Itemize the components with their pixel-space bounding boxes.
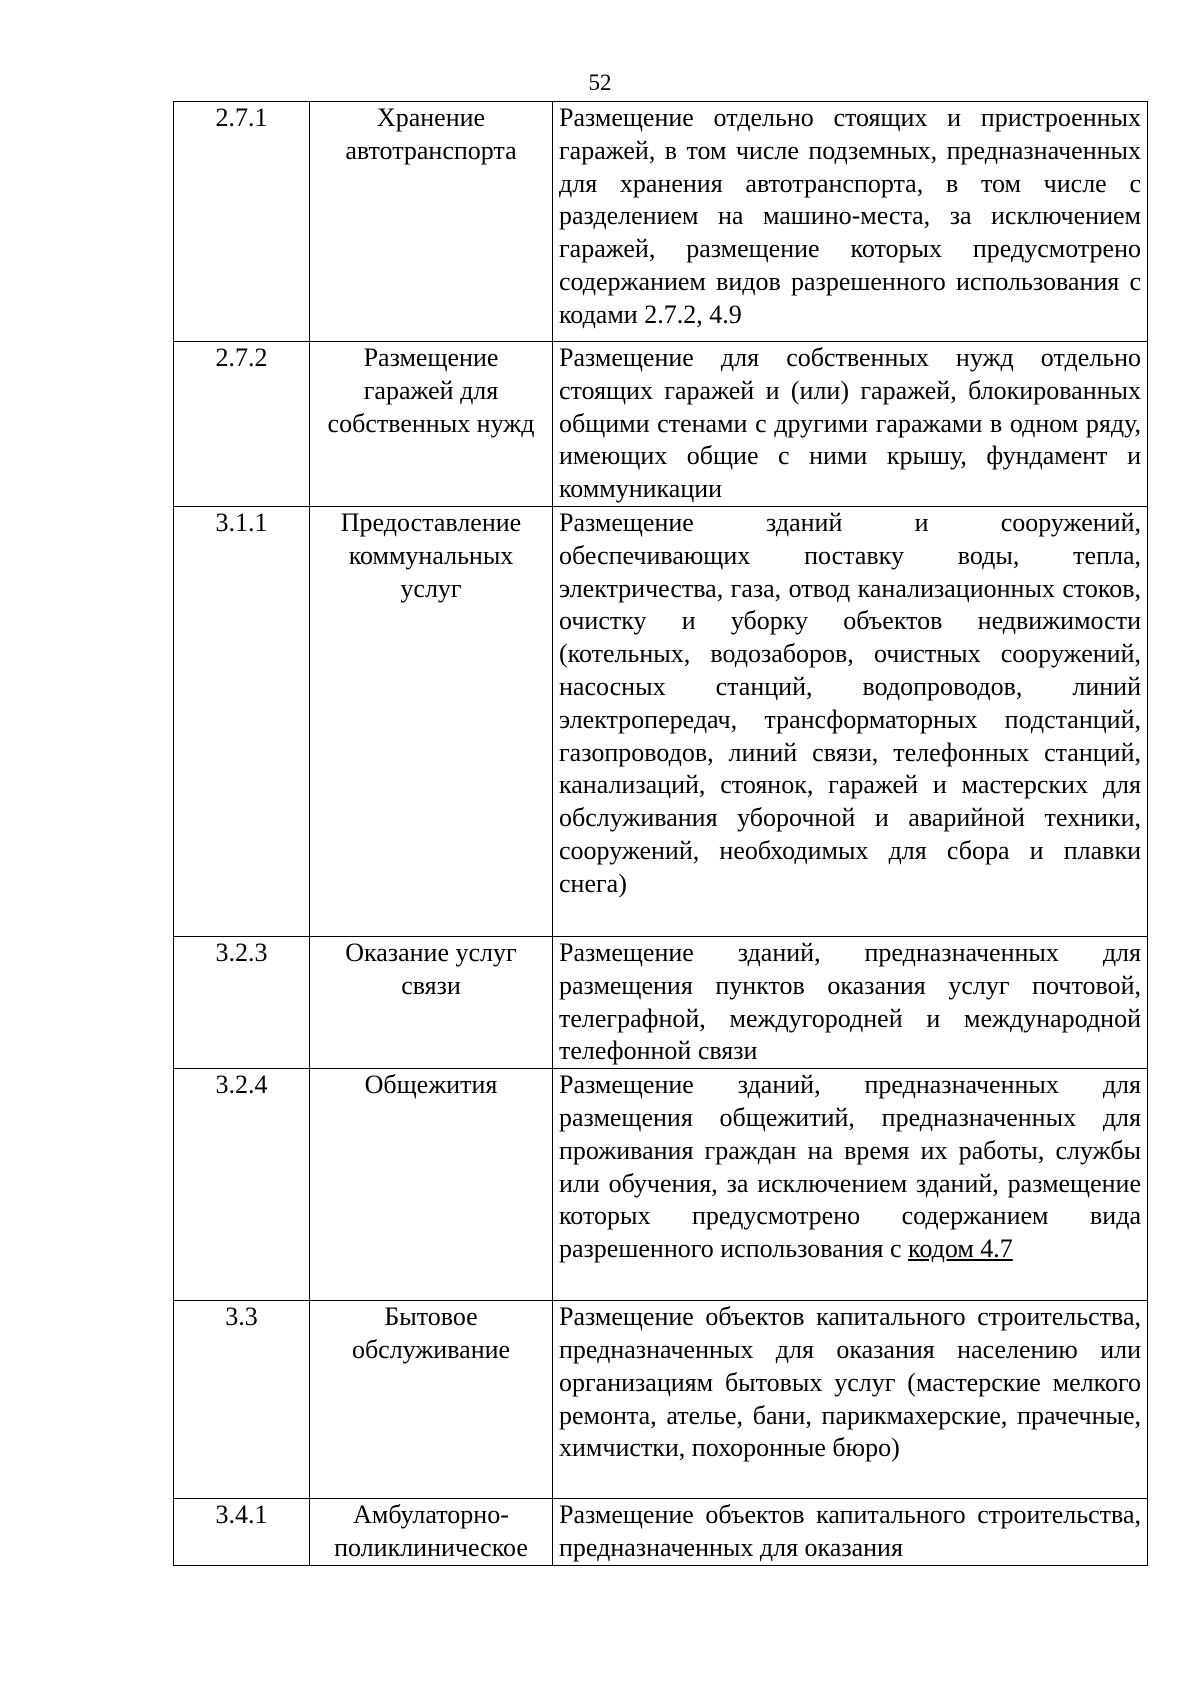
table-row: [174, 1499, 1148, 1566]
row-name: Бытовое обслуживание: [310, 1301, 553, 1499]
land-use-table: [173, 101, 1148, 1566]
row-description: Размещение для собственных нужд отдельно стоящих гаражей и (или) гаражей, блокированных общими стенами с другими гаражами в одном ряду, имеющих общие с ними крышу, фундамент и коммуникации: [553, 342, 1148, 507]
table-row: [174, 1069, 1148, 1301]
row-code: 3.1.1: [174, 506, 310, 936]
row-name: Оказание услуг связи: [310, 936, 553, 1068]
row-name: Предоставление коммунальных услуг: [310, 506, 553, 936]
table-row: [174, 506, 1148, 936]
row-description-text: Размещение зданий, предназначенных для размещения общежитий, предназначенных для проживания граждан на время их работы, службы или обучения, за исключением зданий, размещение которых предусмотрено содержанием вида разрешенного использования с: [559, 1070, 1141, 1264]
row-description: Размещение объектов капитального строительства, предназначенных для оказания населению или организациям бытовых услуг (мастерские мелкого ремонта, ателье, бани, парикмахерские, прачечные, химчистки, похоронные бюро): [553, 1301, 1148, 1499]
row-code: 3.2.4: [174, 1069, 310, 1301]
row-description: Размещение зданий, предназначенных для размещения пунктов оказания услуг почтовой, телеграфной, междугородней и международной телефонной связи: [553, 936, 1148, 1068]
row-description: Размещение объектов капитального строительства, предназначенных для оказания: [553, 1499, 1148, 1566]
row-description: Размещение зданий и сооружений, обеспечивающих поставку воды, тепла, электричества, газа, отвод канализационных стоков, очистку и уборку объектов недвижимости (котельных, водозаборов, очистных сооружений, насосных станций, водопроводов, линий электропередач, трансформаторных подстанций, газопроводов, линий связи, телефонных станций, канализаций, стоянок, гаражей и мастерских для обслуживания уборочной и аварийной техники, сооружений, необходимых для сбора и плавки снега): [553, 506, 1148, 936]
row-code: 3.4.1: [174, 1499, 310, 1566]
table-row: [174, 102, 1148, 342]
table-row: [174, 1301, 1148, 1499]
row-name: Общежития: [310, 1069, 553, 1301]
row-name: Хранение автотранспорта: [310, 102, 553, 342]
row-code: 3.2.3: [174, 936, 310, 1068]
row-code: 3.3: [174, 1301, 310, 1499]
row-description: [553, 1069, 1148, 1301]
table-row: [174, 936, 1148, 1068]
code-reference-link[interactable]: кодом 4.7: [908, 1234, 1013, 1264]
row-name: Амбулаторно-поликлиническое: [310, 1499, 553, 1566]
table-row: [174, 342, 1148, 507]
row-code: 2.7.2: [174, 342, 310, 507]
row-name: Размещение гаражей для собственных нужд: [310, 342, 553, 507]
row-code: 2.7.1: [174, 102, 310, 342]
page-number: 52: [588, 70, 612, 95]
row-description: Размещение отдельно стоящих и пристроенных гаражей, в том числе подземных, предназначенных для хранения автотранспорта, в том числе с разделением на машино-места, за исключением гаражей, размещение которых предусмотрено содержанием видов разрешенного использования с кодами 2.7.2, 4.9: [553, 102, 1148, 342]
